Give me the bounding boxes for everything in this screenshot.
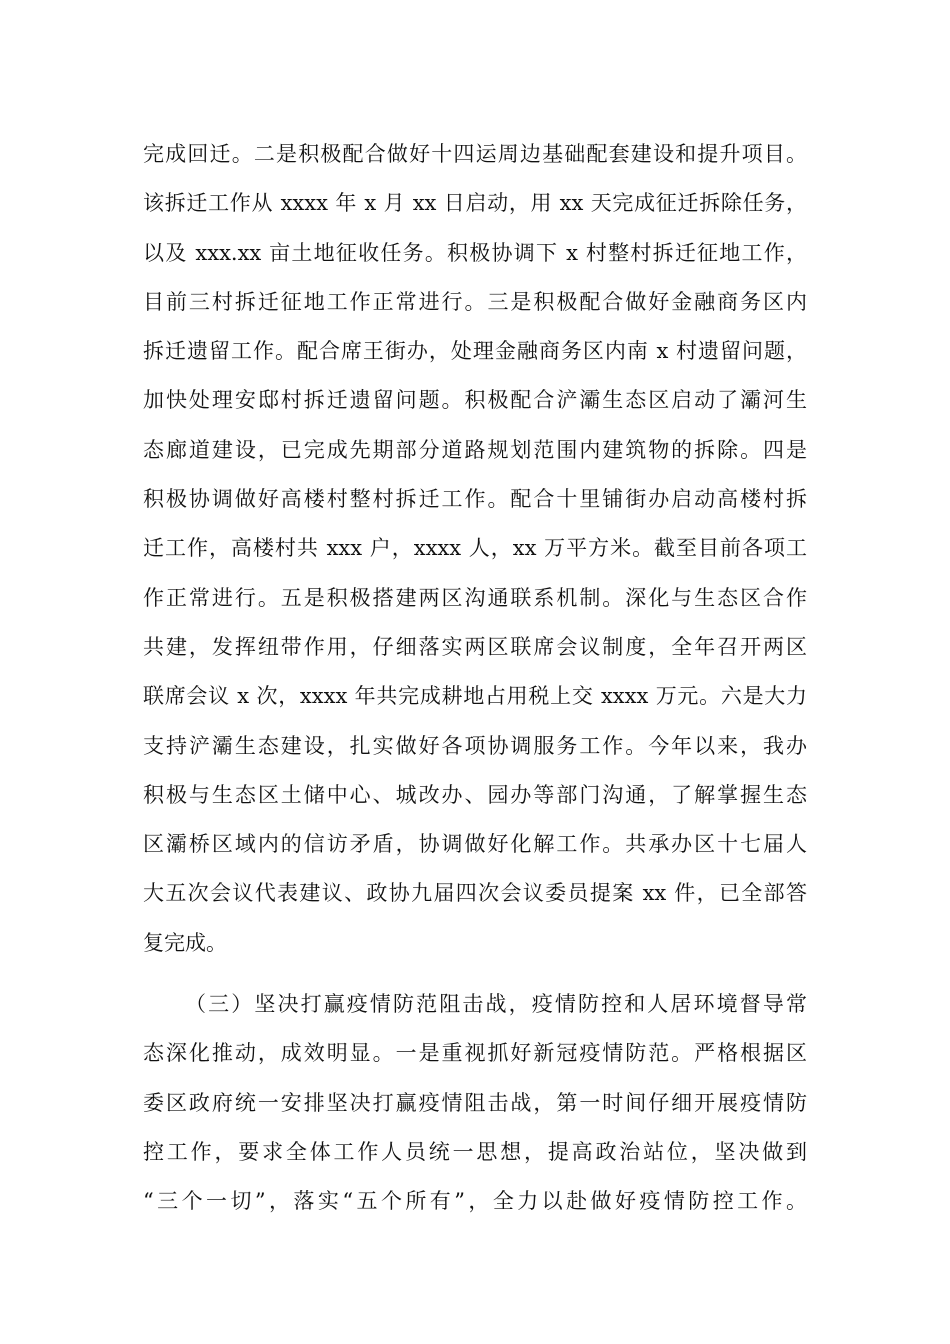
text-line: 积极与生态区土储中心、城改办、园办等部门沟通，了解掌握生态 [143,782,807,807]
text-line: “三个一切”，落实“五个所有”，全力以赴做好疫情防控工作。 [143,1189,807,1214]
text-line: 拆迁遗留工作。配合席王街办，处理金融商务区内南 x 村遗留问题， [143,339,807,364]
text-line: 联席会议 x 次，xxxx 年共完成耕地占用税上交 xxxx 万元。六是大力 [143,684,807,709]
paragraph-gap [143,968,807,980]
text-line: 以及 xxx.xx 亩土地征收任务。积极协调下 x 村整村拆迁征地工作， [143,240,807,265]
text-line: 该拆迁工作从 xxxx 年 x 月 xx 日启动，用 xx 天完成征迁拆除任务， [143,191,807,216]
document-body [143,130,807,1227]
text-line: 目前三村拆迁征地工作正常进行。三是积极配合做好金融商务区内 [143,289,807,314]
text-line: 作正常进行。五是积极搭建两区沟通联系机制。深化与生态区合作 [143,585,807,610]
text-line: 态深化推动，成效明显。一是重视抓好新冠疫情防范。严格根据区 [143,1041,807,1066]
text-line: 大五次会议代表建议、政协九届四次会议委员提案 xx 件，已全部答 [143,881,807,906]
text-line: 控工作，要求全体工作人员统一思想，提高政治站位，坚决做到 [143,1139,807,1164]
text-line: 迁工作，高楼村共 xxx 户，xxxx 人，xx 万平方米。截至目前各项工 [143,536,807,561]
text-line: 委区政府统一安排坚决打赢疫情阻击战，第一时间仔细开展疫情防 [143,1090,807,1115]
text-line: 共建，发挥纽带作用，仔细落实两区联席会议制度，全年召开两区 [143,634,807,659]
text-line: 完成回迁。二是积极配合做好十四运周边基础配套建设和提升项目。 [143,142,807,166]
paragraph [143,130,807,968]
text-line: 加快处理安邸村拆迁遗留问题。积极配合浐灞生态区启动了灞河生 [143,388,807,413]
text-line: 支持浐灞生态建设，扎实做好各项协调服务工作。今年以来，我办 [143,733,807,758]
text-line: 积极协调做好高楼村整村拆迁工作。配合十里铺街办启动高楼村拆 [143,487,807,512]
text-line: 复完成。 [143,930,227,955]
paragraph [143,980,807,1226]
text-line: 态廊道建设，已完成先期部分道路规划范围内建筑物的拆除。四是 [143,437,807,462]
section-heading-line: （三）坚决打赢疫情防范阻击战，疫情防控和人居环境督导常 [185,992,807,1017]
text-line: 区灞桥区域内的信访矛盾，协调做好化解工作。共承办区十七届人 [143,832,807,857]
